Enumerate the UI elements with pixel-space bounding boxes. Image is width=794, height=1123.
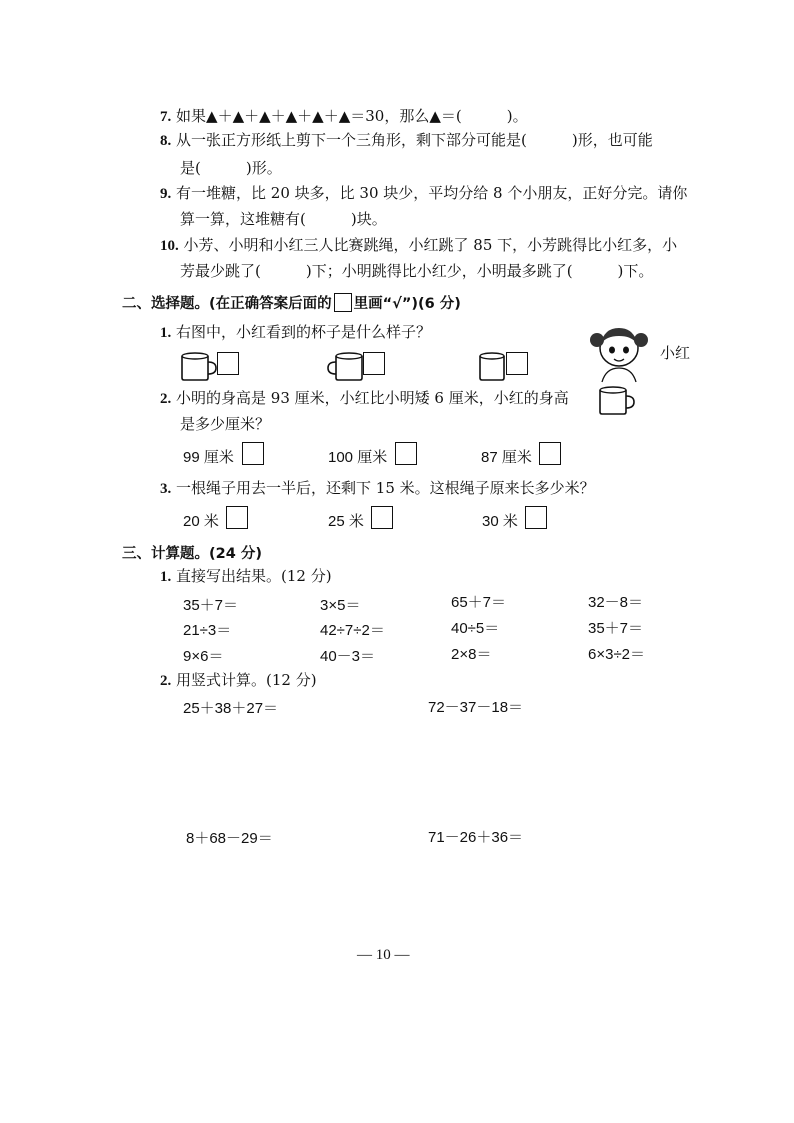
question-number: 7. xyxy=(160,109,172,125)
vertical-calc-item: 25＋38＋27＝ xyxy=(183,700,279,717)
calc-question-1 xyxy=(160,566,332,587)
oral-item: 6×3÷2＝ xyxy=(588,646,646,663)
question-10 xyxy=(160,235,677,256)
oral-item: 40÷5＝ xyxy=(451,620,500,637)
oral-item: 42÷7÷2＝ xyxy=(320,622,385,639)
question-number: 8. xyxy=(160,133,172,149)
vertical-calc-item: 8＋68－29＝ xyxy=(186,830,273,847)
question-text: 小芳、小明和小红三人比赛跳绳，小红跳了 85 下，小芳跳得比小红多，小 xyxy=(183,236,678,254)
question-number: 3. xyxy=(160,481,172,497)
question-7 xyxy=(160,106,528,127)
question-text: 直接写出结果。(12 分) xyxy=(176,567,332,585)
oral-item: 21÷3＝ xyxy=(183,622,232,639)
answer-box[interactable] xyxy=(363,352,385,375)
oral-item: 3×5＝ xyxy=(320,597,361,614)
option-label: 99 厘米 xyxy=(183,449,234,466)
oral-item: 9×6＝ xyxy=(183,648,224,665)
answer-box[interactable] xyxy=(226,506,248,529)
girl-label: 小红 xyxy=(660,344,691,362)
question-text: 从一张正方形纸上剪下一个三角形，剩下部分可能是( )形，也可能 xyxy=(176,131,653,149)
oral-item: 32－8＝ xyxy=(588,594,644,611)
answer-box[interactable] xyxy=(395,442,417,465)
section-heading-calc: 三、计算题。(24 分) xyxy=(122,546,262,562)
choice-question-1 xyxy=(160,322,431,343)
question-number: 2. xyxy=(160,673,172,689)
heading-part-a: 二、选择题。(在正确答案后面的 xyxy=(122,296,332,312)
question-text: 一根绳子用去一半后，还剩下 15 米。这根绳子原来长多少米？ xyxy=(176,479,595,497)
question-text: 如果▲＋▲＋▲＋▲＋▲＋▲＝30，那么▲＝( )。 xyxy=(176,107,528,125)
answer-box[interactable] xyxy=(242,442,264,465)
vertical-calc-item: 71－26＋36＝ xyxy=(428,829,524,846)
oral-item: 35＋7＝ xyxy=(183,597,239,614)
question-number: 2. xyxy=(160,391,172,407)
answer-box[interactable] xyxy=(525,506,547,529)
calc-question-2 xyxy=(160,670,317,691)
vertical-calc-item: 72－37－18＝ xyxy=(428,699,524,716)
question-8-line2: 是( )形。 xyxy=(180,159,282,177)
oral-item: 2×8＝ xyxy=(451,646,492,663)
option-label: 30 米 xyxy=(482,513,518,530)
answer-box[interactable] xyxy=(539,442,561,465)
choice-question-2-line2: 是多少厘米？ xyxy=(180,415,271,433)
question-number: 1. xyxy=(160,569,172,585)
answer-box[interactable] xyxy=(506,352,528,375)
girl-illustration xyxy=(588,318,650,384)
answer-box[interactable] xyxy=(217,352,239,375)
cup-option-b xyxy=(326,350,366,382)
question-10-line2: 芳最少跳了( )下；小明跳得比小红少，小明最多跳了( )下。 xyxy=(180,262,654,280)
heading-part-b: 里画“√”)(6 分) xyxy=(353,296,461,312)
cup-option-c xyxy=(478,350,508,382)
option-label: 100 厘米 xyxy=(328,449,388,466)
section-heading-choice xyxy=(122,292,461,313)
question-number: 9. xyxy=(160,186,172,202)
option-label: 20 米 xyxy=(183,513,219,530)
cup-reference xyxy=(598,384,638,416)
option-label: 87 厘米 xyxy=(481,449,532,466)
question-number: 1. xyxy=(160,325,172,341)
oral-item: 65＋7＝ xyxy=(451,594,507,611)
oral-item: 40－3＝ xyxy=(320,648,376,665)
question-text: 用竖式计算。(12 分) xyxy=(176,671,317,689)
choice-question-3 xyxy=(160,478,595,499)
question-8 xyxy=(160,130,653,151)
question-number: 10. xyxy=(160,238,179,254)
oral-item: 35＋7＝ xyxy=(588,620,644,637)
question-9 xyxy=(160,183,687,204)
option-label: 25 米 xyxy=(328,513,364,530)
question-text: 右图中，小红看到的杯子是什么样子？ xyxy=(176,323,432,341)
question-text: 有一堆糖，比 20 块多，比 30 块少，平均分给 8 个小朋友，正好分完。请你 xyxy=(176,184,688,202)
choice-question-2 xyxy=(160,388,569,409)
answer-box[interactable] xyxy=(371,506,393,529)
question-9-line2: 算一算，这堆糖有( )块。 xyxy=(180,210,387,228)
answer-box-sample xyxy=(334,293,352,312)
page-number: — 10 — xyxy=(357,947,410,963)
question-text: 小明的身高是 93 厘米，小红比小明矮 6 厘米，小红的身高 xyxy=(176,389,569,407)
